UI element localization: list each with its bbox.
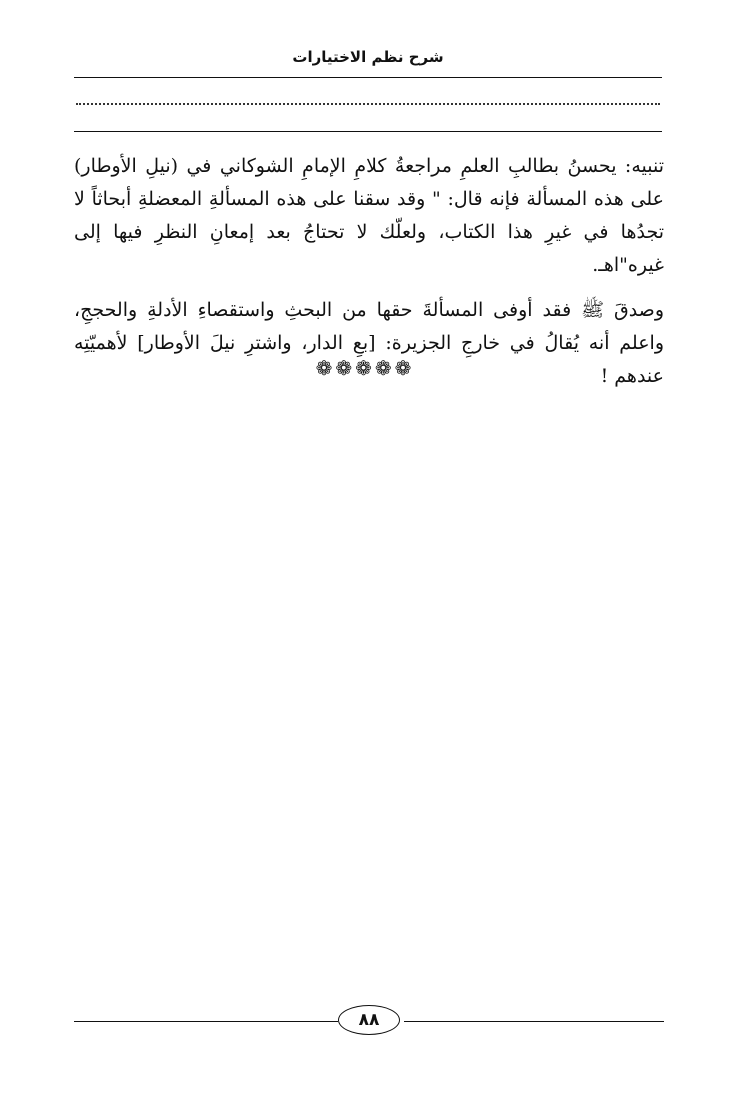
- dotted-separator: [76, 103, 660, 105]
- header-rule: [74, 77, 662, 78]
- body-top-rule: [74, 131, 662, 132]
- paragraph-note: تنبيه: يحسنُ بطالبِ العلمِ مراجعةُ كلامِ الإمامِ الشوكاني في (نيلِ الأوطار) على هذه المسألة فإنه قال: " وقد سقنا على هذه المسألةِ المعضلةِ أبحاثاً لا تجدُها في غيرِ هذا الكتاب، ولعلّك لا تحتاجُ بعد إمعانِ النظرِ فيها إلى غيره"اهـ.: [74, 155, 664, 276]
- paragraph-comment: وصدقَ ﷺ فقد أوفى المسألةَ حقها من البحثِ واستقصاءِ الأدلةِ والحججِ، واعلم أنه يُقالُ في خارجِ الجزيرة: [بعِ الدار، واشترِ نيلَ الأوطار] لأهميّتِه عندهم !: [74, 299, 664, 387]
- footer-rule-right: [404, 1021, 664, 1022]
- page-number: ٨٨: [338, 1005, 400, 1035]
- section-end-ornaments: ❁❁❁❁❁: [315, 356, 415, 380]
- footer-rule-left: [74, 1021, 338, 1022]
- running-header: شرح نظم الاختيارات: [292, 48, 444, 66]
